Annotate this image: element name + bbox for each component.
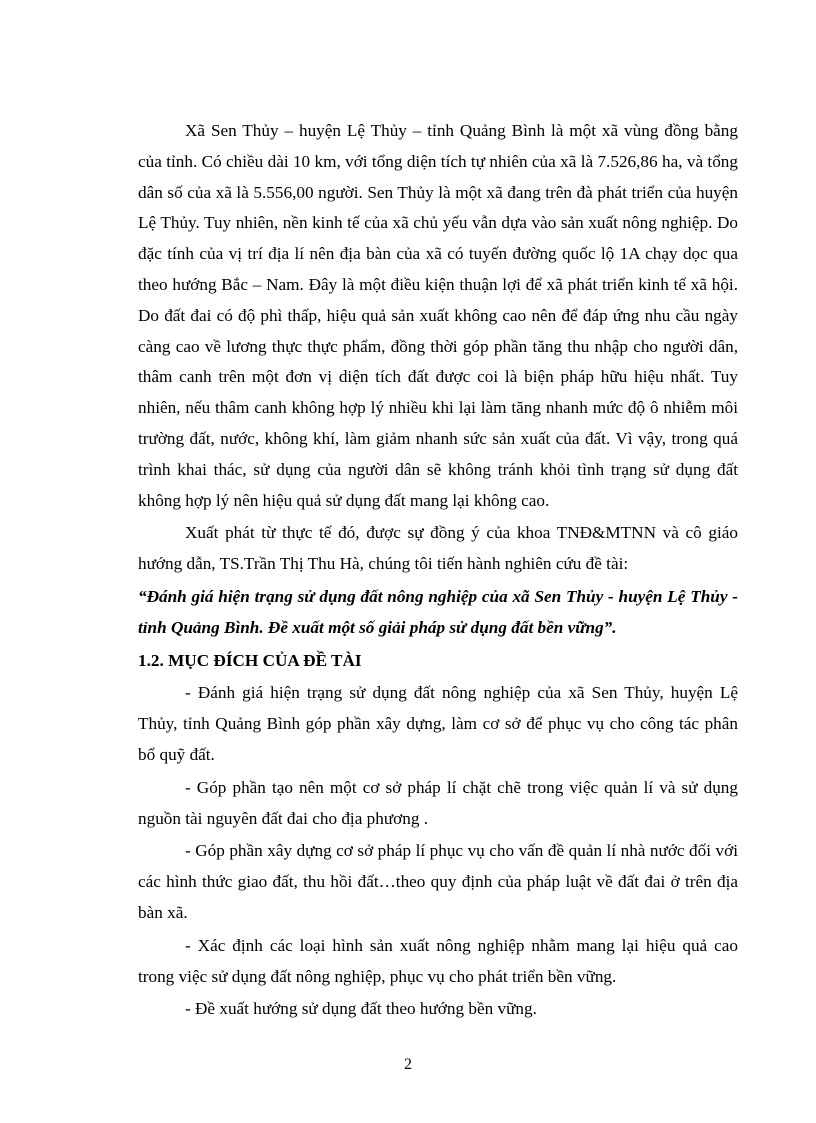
topic-title: “Đánh giá hiện trạng sử dụng đất nông nghiệp của xã Sen Thủy - huyện Lệ Thủy - tỉnh Quảng Bình. Đề xuất một số giải pháp sử dụng đất bền vững”. — [138, 586, 738, 637]
page-body — [138, 116, 738, 1027]
objective-item: - Góp phần xây dựng cơ sở pháp lí phục vụ cho vấn đề quản lí nhà nước đối với các hình thức giao đất, thu hồi đất…theo quy định của pháp luật về đất đai ở trên địa bàn xã. — [138, 841, 738, 922]
objective-item: - Đề xuất hướng sử dụng đất theo hướng bền vững. — [185, 999, 537, 1019]
intro-paragraph: Xã Sen Thủy – huyện Lệ Thủy – tỉnh Quảng Bình là một xã vùng đồng bằng của tỉnh. Có chiều dài 10 km, với tổng diện tích tự nhiên của xã là 7.526,86 ha, và tổng dân số của xã là 5.556,00 người. Sen Thủy là một xã đang trên đà phát triển của huyện Lệ Thủy. Tuy nhiên, nền kinh tế của xã chủ yếu vẫn dựa vào sản xuất nông nghiệp. Do đặc tính của vị trí địa lí nên địa bàn của xã có tuyến đường quốc lộ 1A chạy dọc qua theo hướng Bắc – Nam. Đây là một điều kiện thuận lợi để xã phát triển kinh tế xã hội. Do đất đai có độ phì thấp, hiệu quả sản xuất không cao nên để đáp ứng nhu cầu ngày càng cao về lương thực thực phẩm, đồng thời góp phần tăng thu nhập cho người dân, thâm canh trên một đơn vị diện tích đất được coi là biện pháp hữu hiệu nhất. Tuy nhiên, nếu thâm canh không hợp lý nhiều khi lại làm tăng nhanh mức độ ô nhiễm môi trường đất, nước, không khí, làm giảm nhanh sức sản xuất của đất. Vì vậy, trong quá trình khai thác, sử dụng của người dân sẽ không tránh khỏi tình trạng sử dụng đất không hợp lý nên hiệu quả sử dụng đất mang lại không cao. — [138, 121, 738, 510]
origin-paragraph: Xuất phát từ thực tế đó, được sự đồng ý của khoa TNĐ&MTNN và cô giáo hướng dẫn, TS.Trần Thị Thu Hà, chúng tôi tiến hành nghiên cứu đề tài: — [138, 523, 738, 574]
page-number: 2 — [404, 1056, 412, 1073]
objective-item: - Góp phần tạo nên một cơ sở pháp lí chặt chẽ trong việc quản lí và sử dụng nguồn tài nguyên đất đai cho địa phương . — [138, 777, 738, 828]
section-heading: 1.2. MỤC ĐÍCH CỦA ĐỀ TÀI — [138, 650, 362, 670]
objective-item: - Đánh giá hiện trạng sử dụng đất nông nghiệp của xã Sen Thủy, huyện Lệ Thủy, tỉnh Quảng Bình góp phần xây dựng, làm cơ sở để phục vụ cho công tác phân bổ quỹ đất. — [138, 683, 738, 764]
objective-item: - Xác định các loại hình sản xuất nông nghiệp nhằm mang lại hiệu quả cao trong việc sử dụng đất nông nghiệp, phục vụ cho phát triển bền vững. — [138, 935, 738, 986]
